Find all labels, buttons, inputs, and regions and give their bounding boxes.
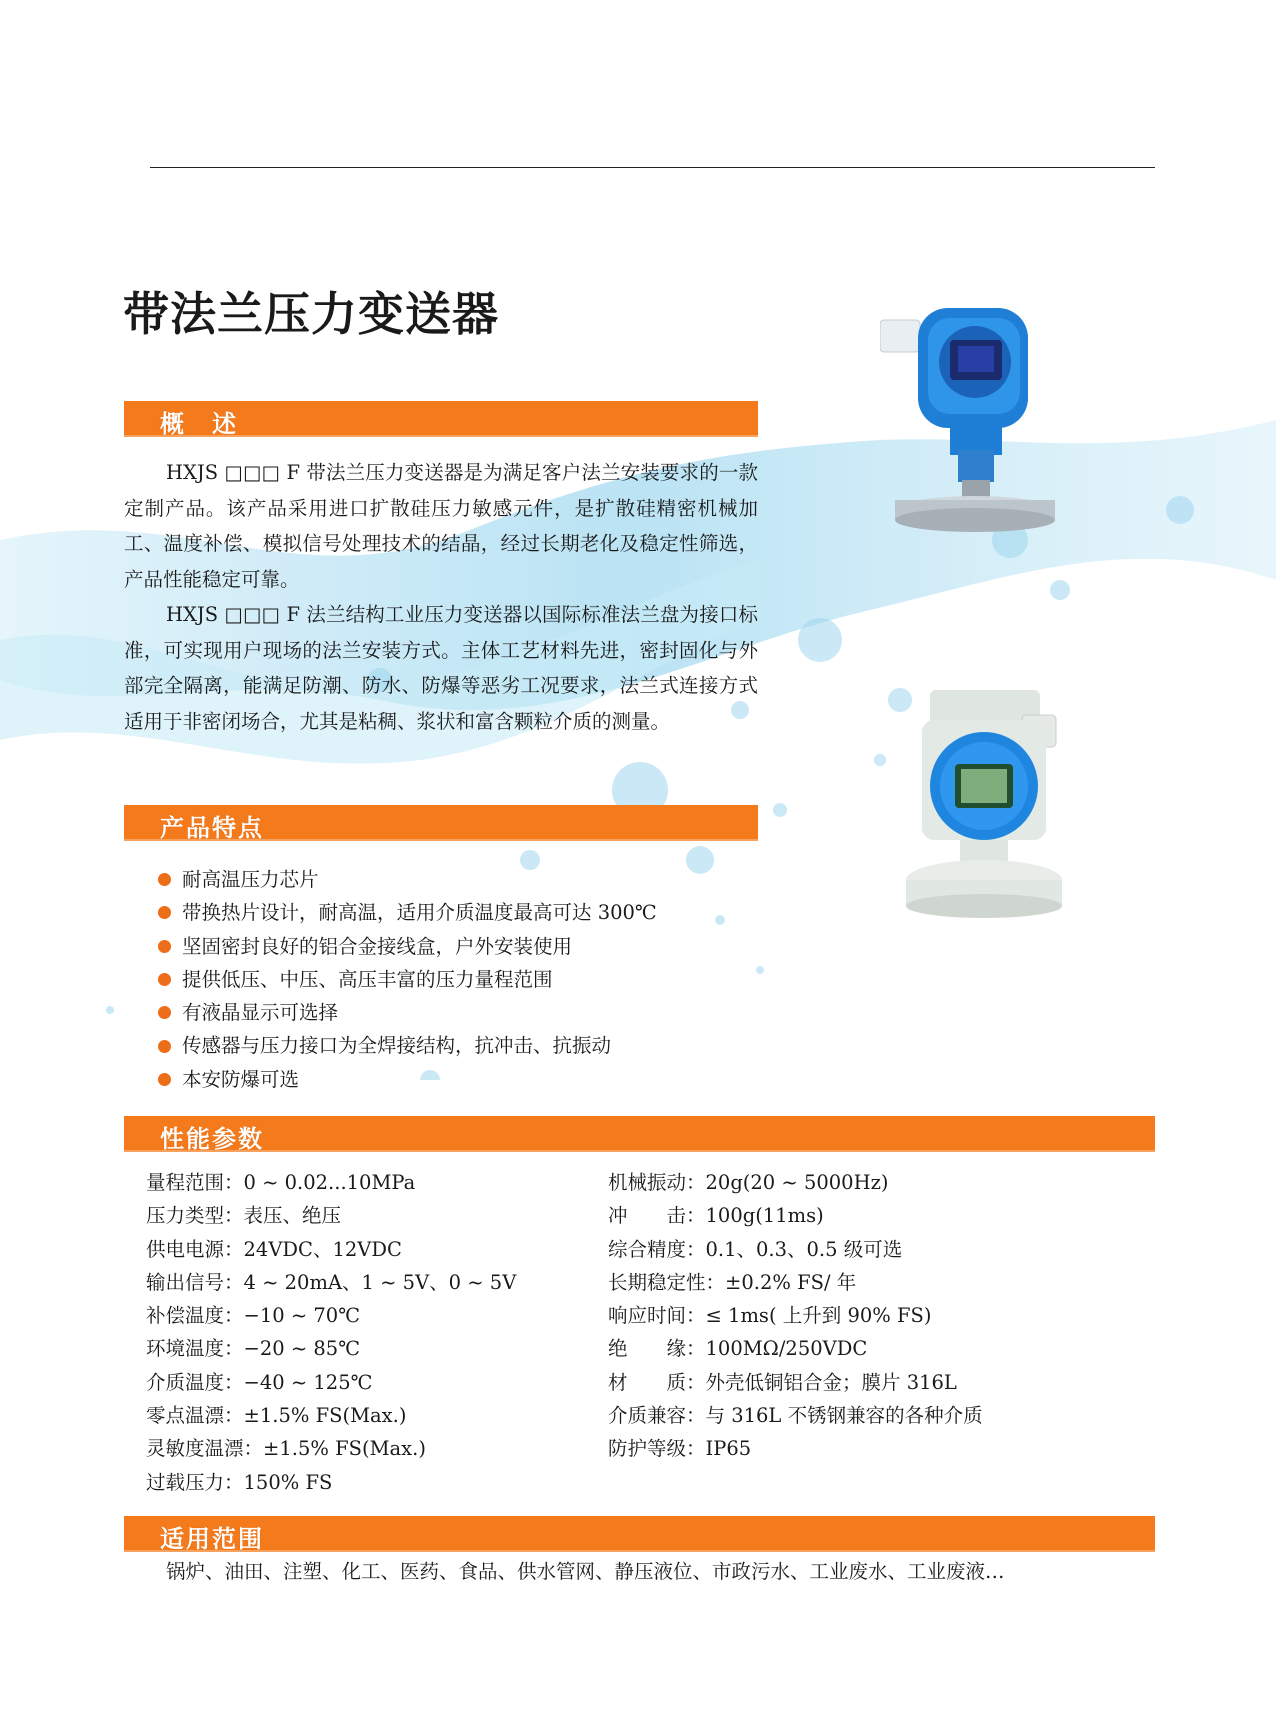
feature-item (158, 930, 657, 963)
spec-item: 防护等级：IP65 (608, 1437, 752, 1461)
spec-list-right (608, 1166, 983, 1466)
flanged-transmitter-blue-image (880, 300, 1070, 540)
spec-item: 环境温度：−20 ~ 85℃ (146, 1337, 361, 1361)
bullet-dot-icon (158, 1040, 171, 1053)
spec-item: 材 质：外壳低铜铝合金；膜片 316L (608, 1370, 957, 1394)
spec-item: 介质兼容：与 316L 不锈钢兼容的各种介质 (608, 1404, 983, 1428)
spec-item: 绝 缘：100MΩ/250VDC (608, 1337, 868, 1361)
overview-paragraph-2: HXJS □□□ F 法兰结构工业压力变送器以国际标准法兰盘为接口标准，可实现用户现场的法兰安装方式。主体工艺材料先进，密封固化与外部完全隔离，能满足防潮、防水、防爆等恶劣工况要求，法兰式连接方式适用于非密闭场合，尤其是粘稠、浆状和富含颗粒介质的测量。 (124, 603, 758, 733)
feature-item (158, 996, 657, 1029)
bullet-dot-icon (158, 1073, 171, 1086)
spec-item: 过载压力：150% FS (146, 1470, 333, 1494)
spec-item: 冲 击：100g(11ms) (608, 1204, 824, 1228)
feature-text: 本安防爆可选 (182, 1067, 300, 1091)
spec-item: 长期稳定性：±0.2% FS/ 年 (608, 1270, 857, 1294)
feature-item (158, 1029, 657, 1062)
feature-text: 耐高温压力芯片 (182, 868, 319, 891)
page-title: 带法兰压力变送器 (123, 287, 499, 341)
feature-text: 有液晶显示可选择 (182, 1001, 339, 1025)
spec-item: 量程范围：0 ~ 0.02...10MPa (146, 1171, 416, 1194)
spec-list-left (146, 1166, 516, 1499)
spec-item: 输出信号：4 ~ 20mA、1 ~ 5V、0 ~ 5V (146, 1270, 517, 1294)
feature-text: 提供低压、中压、高压丰富的压力量程范围 (182, 967, 553, 991)
section-bar-overview (124, 401, 758, 438)
feature-item (158, 863, 657, 896)
bullet-dot-icon (158, 973, 171, 986)
application-scope-text: 锅炉、油田、注塑、化工、医药、食品、供水管网、静压液位、市政污水、工业废水、工业废液… (166, 1560, 1005, 1583)
overview-paragraph-1: HXJS □□□ F 带法兰压力变送器是为满足客户法兰安装要求的一款定制产品。该产品采用进口扩散硅压力敏感元件，是扩散硅精密机械加工、温度补偿、模拟信号处理技术的结晶，经过长期老化及稳定性筛选，产品性能稳定可靠。 (124, 461, 758, 591)
feature-item (158, 1063, 657, 1096)
bullet-dot-icon (158, 906, 171, 919)
bullet-dot-icon (158, 873, 171, 886)
bullet-dot-icon (158, 1006, 171, 1019)
feature-item (158, 963, 657, 996)
spec-item: 机械振动：20g(20 ~ 5000Hz) (608, 1171, 889, 1194)
section-title-specs: 性能参数 (160, 1125, 264, 1153)
section-title-overview: 概 述 (160, 410, 238, 438)
section-bar-features (124, 805, 758, 842)
spec-item: 综合精度：0.1、0.3、0.5 级可选 (608, 1237, 903, 1261)
feature-item (158, 896, 657, 929)
flanged-transmitter-white-image (900, 690, 1070, 920)
section-title-scope: 适用范围 (160, 1525, 264, 1553)
feature-text: 传感器与压力接口为全焊接结构，抗冲击、抗振动 (182, 1034, 612, 1058)
spec-item: 补偿温度：−10 ~ 70℃ (146, 1304, 361, 1328)
feature-list (158, 863, 657, 1096)
section-bar-scope (124, 1516, 1155, 1553)
spec-item: 零点温漂：±1.5% FS(Max.) (146, 1404, 407, 1428)
bullet-dot-icon (158, 940, 171, 953)
feature-text: 坚固密封良好的铝合金接线盒，户外安装使用 (182, 934, 573, 958)
spec-item: 介质温度：−40 ~ 125℃ (146, 1370, 373, 1394)
spec-item: 供电电源：24VDC、12VDC (146, 1237, 402, 1261)
section-title-features: 产品特点 (160, 814, 264, 842)
feature-text: 带换热片设计，耐高温，适用介质温度最高可达 300℃ (182, 901, 657, 925)
spec-item: 灵敏度温漂：±1.5% FS(Max.) (146, 1437, 426, 1461)
section-bar-specs (124, 1116, 1155, 1153)
spec-item: 响应时间：≤ 1ms( 上升到 90% FS) (608, 1304, 932, 1328)
spec-item: 压力类型：表压、绝压 (146, 1204, 342, 1228)
header-rule (150, 167, 1155, 168)
